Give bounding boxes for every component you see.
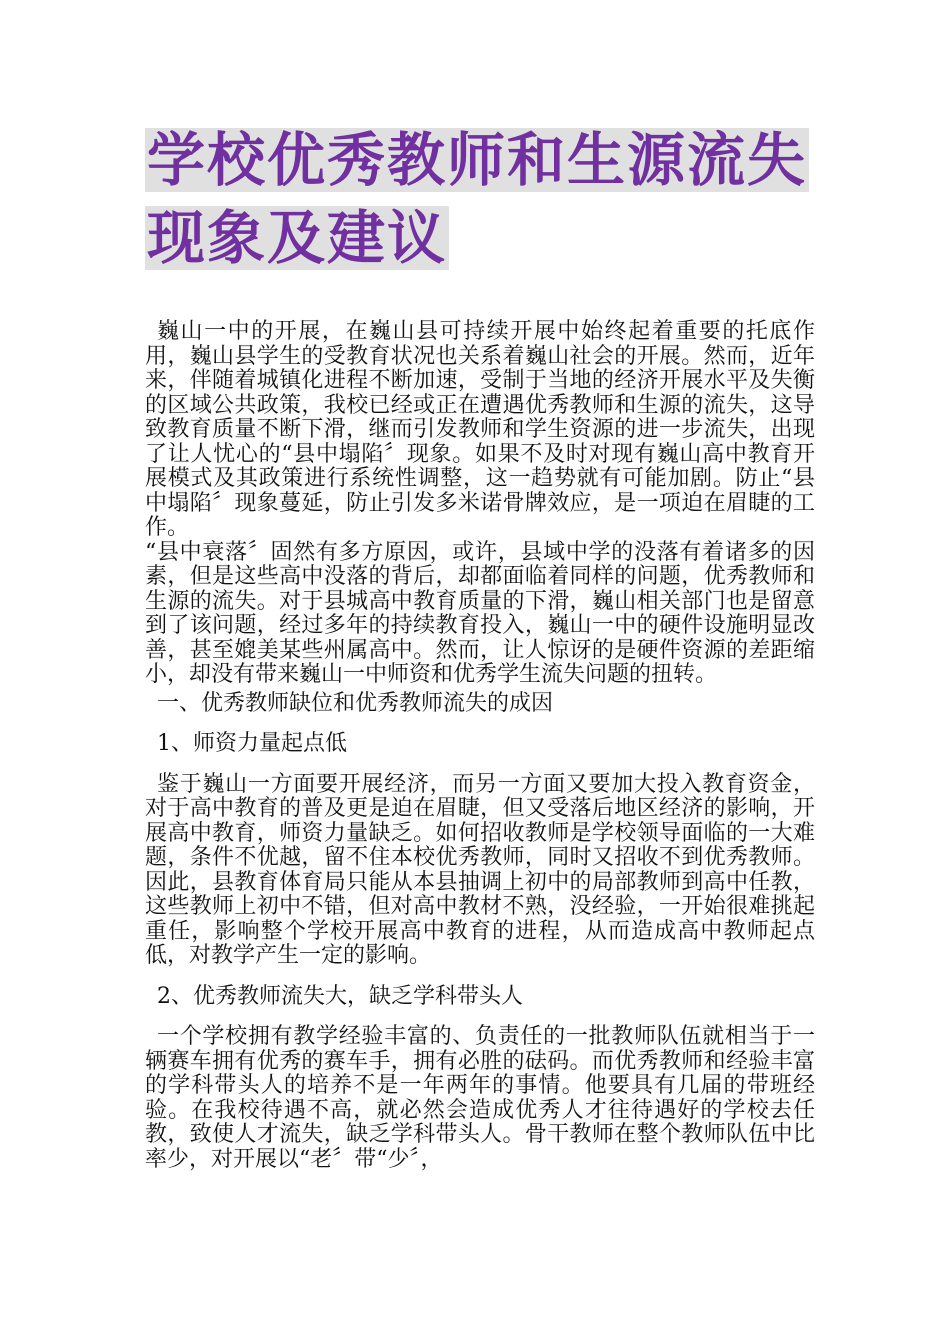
title-line-1: 学校优秀教师和生源流失	[147, 126, 808, 194]
title-line-2: 现象及建议	[147, 204, 448, 272]
spacer	[145, 716, 815, 732]
section-heading: 一、优秀教师缺位和优秀教师流失的成因	[157, 690, 554, 716]
paragraph-teacher-start: 鉴于巍山一方面要开展经济，而另一方面又要加大投入教育资金，对于高中教育的普及更是迫在眉睫，但又受落后地区经济的影响，开展高中教育，师资力量缺乏。如何招收教师是学校领导面临的一大难题，条件不优越，留不住本校优秀教师，同时又招收不到优秀教师。因此，县教育体育局只能从本县抽调上初中的局部教师到高中任教，这些教师上初中不错，但对高中教材不熟，没经验，一开始很难挑起重任，影响整个学校开展高中教育的进程，从而造成高中教师起点低，对教学产生一定的影响。	[145, 771, 815, 968]
document-body	[145, 320, 815, 1172]
subheading-1: 1、师资力量起点低	[157, 731, 347, 756]
paragraph-county-decline: “县中衰落〞固然有多方原因，或许，县域中学的没落有着诸多的因素，但是这些高中没落的背后，却都面临着同样的问题，优秀教师和生源的流失。对于县城高中教育质量的下滑，巍山相关部门也是留意到了该问题，经过多年的持续教育投入，巍山一中的硬件设施明显改善，甚至媲美某些州属高中。然而，让人惊讶的是硬件资源的差距缩小，却没有带来巍山一中师资和优秀学生流失问题的扭转。	[145, 539, 815, 687]
subheading-2: 2、优秀教师流失大，缺乏学科带头人	[157, 983, 523, 1009]
paragraph-intro: 巍山一中的开展，在巍山县可持续开展中始终起着重要的托底作用，巍山县学生的受教育状况也关系着巍山社会的开展。然而，近年来，伴随着城镇化进程不断加速，受制于当地的经济开展水平及失衡的区域公共政策，我校已经或正在遭遇优秀教师和生源的流失，这导致教育质量不断下滑，继而引发教师和学生资源的进一步流失，出现了让人忧心的“县中塌陷〞现象。如果不及时对现有巍山高中教育开展模式及其政策进行系统性调整，这一趋势就有可能加剧。防止“县中塌陷〞现象蔓延，防止引发多米诺骨牌效应，是一项迫在眉睫的工作。	[145, 319, 815, 540]
spacer	[145, 1009, 815, 1025]
spacer	[145, 757, 815, 773]
paragraph-teacher-loss: 一个学校拥有教学经验丰富的、负责任的一批教师队伍就相当于一辆赛车拥有优秀的赛车手，拥有必胜的砝码。而优秀教师和经验丰富的学科带头人的培养不是一年两年的事情。他要具有几届的带班经验。在我校待遇不高，就必然会造成优秀人才往待遇好的学校去任教，致使人才流失，缺乏学科带头人。骨干教师在整个教师队伍中比率少，对开展以“老〞带“少〞，	[145, 1024, 815, 1172]
spacer	[145, 969, 815, 985]
